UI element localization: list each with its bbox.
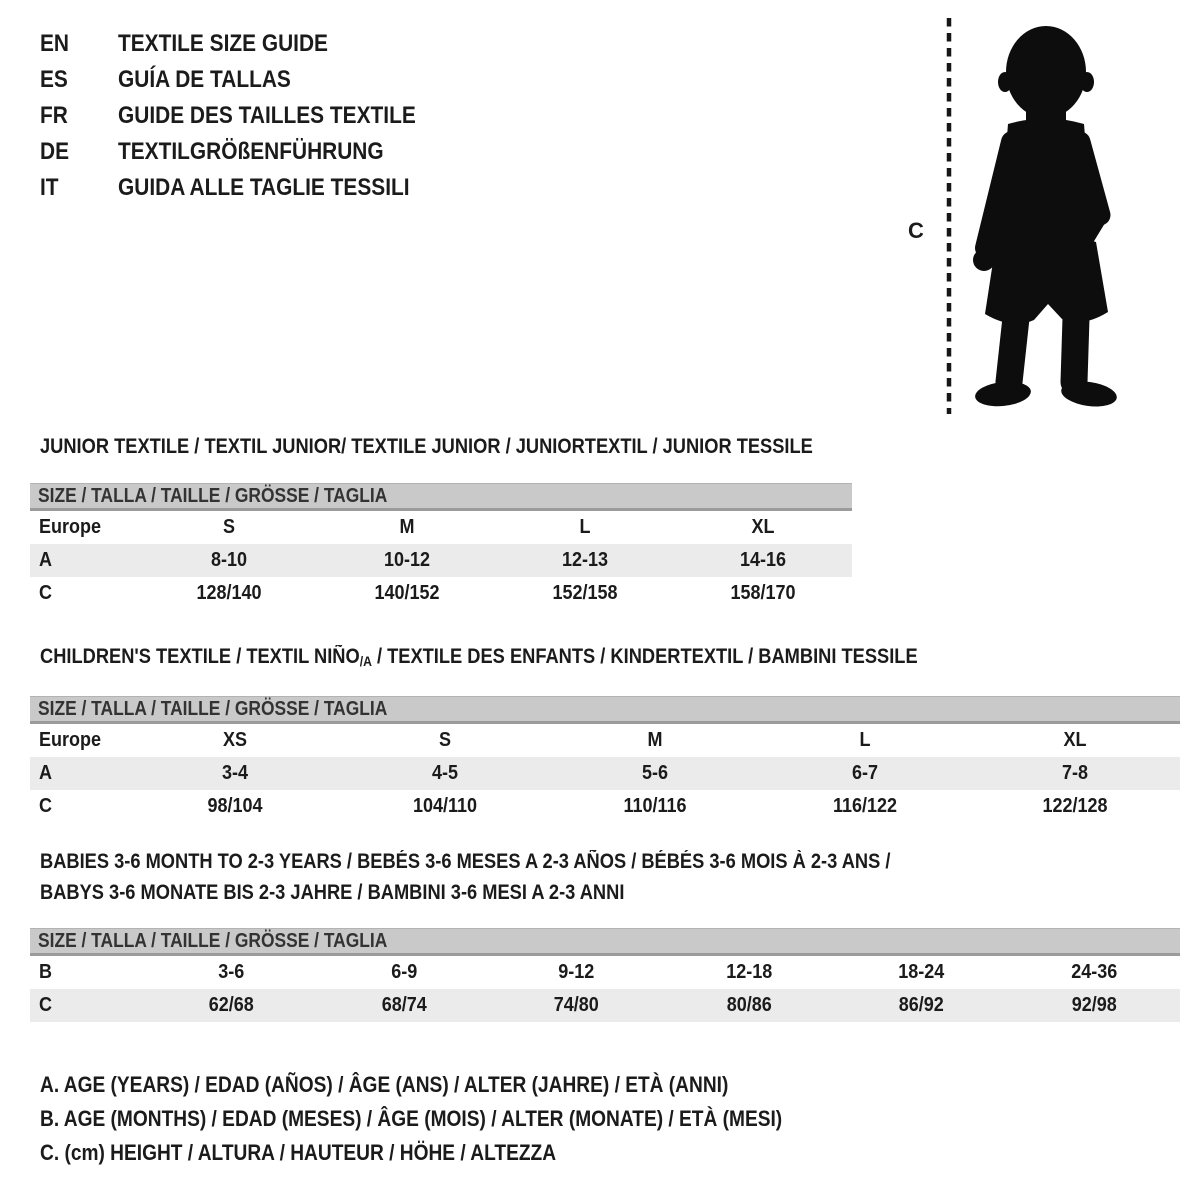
- section-title: [40, 846, 1180, 877]
- table-cell: 6-7: [851, 762, 879, 784]
- table-cell: 74/80: [553, 994, 599, 1016]
- table-cell: L: [579, 516, 591, 538]
- table-cell: 68/74: [381, 994, 427, 1016]
- section-children-textile: [30, 642, 1180, 823]
- section-title: [40, 642, 1180, 676]
- table-row: [30, 544, 852, 577]
- legend-item: [40, 1068, 893, 1102]
- row-label: C: [39, 582, 53, 604]
- language-row: [40, 134, 460, 170]
- table-cell: 110/116: [623, 795, 687, 817]
- table-cell: 140/152: [374, 582, 440, 604]
- table-row: [30, 724, 1180, 757]
- row-label: C: [39, 994, 53, 1016]
- table-row: [30, 956, 1180, 989]
- table-cell: M: [399, 516, 415, 538]
- table-cell: XS: [222, 729, 248, 751]
- size-header-text: SIZE / TALLA / TAILLE / GRÖSSE / TAGLIA: [38, 929, 388, 952]
- table-cell: XL: [1063, 729, 1087, 751]
- row-label: C: [39, 795, 53, 817]
- language-code: [40, 138, 118, 166]
- language-list: [40, 26, 460, 206]
- language-label-text: TEXTILE SIZE GUIDE: [118, 30, 328, 57]
- language-code-text: EN: [40, 30, 70, 57]
- size-header-bar: [30, 928, 1180, 956]
- row-label: B: [39, 961, 53, 983]
- table-cell: L: [859, 729, 871, 751]
- table-cell: 158/170: [730, 582, 796, 604]
- language-code-text: FR: [40, 102, 68, 129]
- language-label: [118, 66, 460, 94]
- table-cell: 6-9: [390, 961, 417, 983]
- language-code-text: ES: [40, 66, 68, 93]
- section-title-text: BABYS 3-6 MONATE BIS 2-3 JAHRE / BAMBINI 3-6 MESI A 2-3 ANNI: [40, 881, 625, 904]
- language-code: [40, 66, 118, 94]
- row-label: A: [39, 762, 53, 784]
- table-cell: 98/104: [207, 795, 263, 817]
- table-cell: 4-5: [431, 762, 459, 784]
- table-row: [30, 790, 1180, 823]
- table-cell: 12-13: [561, 549, 609, 571]
- table-cell: 62/68: [208, 994, 254, 1016]
- table-cell: 80/86: [726, 994, 772, 1016]
- section-junior-textile: [30, 432, 852, 610]
- babies-size-table: [30, 928, 1180, 1022]
- legend-item-text: B. AGE (MONTHS) / EDAD (MESES) / ÂGE (MOIS) / ALTER (MONATE) / ETÀ (MESI): [40, 1106, 783, 1131]
- section-title: [40, 877, 1180, 908]
- table-cell: 3-6: [218, 961, 245, 983]
- table-cell: 116/122: [832, 795, 898, 817]
- toddler-silhouette-icon: [958, 20, 1138, 414]
- table-cell: 92/98: [1071, 994, 1117, 1016]
- size-header-text: SIZE / TALLA / TAILLE / GRÖSSE / TAGLIA: [38, 697, 388, 720]
- language-row: [40, 170, 460, 206]
- table-cell: 12-18: [725, 961, 772, 983]
- language-row: [40, 26, 460, 62]
- title-part: / TEXTILE DES ENFANTS / KINDERTEXTIL / BAMBINI TESSILE: [371, 645, 918, 668]
- row-label: Europe: [39, 516, 102, 538]
- table-row: [30, 577, 852, 610]
- size-header-bar: [30, 696, 1180, 724]
- section-title-text: BABIES 3-6 MONTH TO 2-3 YEARS / BEBÉS 3-6 MESES A 2-3 AÑOS / BÉBÉS 3-6 MOIS À 2-3 ANS /: [40, 850, 891, 873]
- language-code-text: IT: [40, 174, 59, 201]
- legend-item-text: C. (cm) HEIGHT / ALTURA / HAUTEUR / HÖHE / ALTEZZA: [40, 1140, 557, 1165]
- language-label-text: TEXTILGRÖßENFÜHRUNG: [118, 138, 384, 165]
- section-title-text: [40, 642, 918, 676]
- legend: [40, 1068, 893, 1170]
- table-cell: 86/92: [898, 994, 944, 1016]
- table-cell: 104/110: [412, 795, 478, 817]
- section-babies-textile: [30, 846, 1180, 1022]
- table-row: [30, 511, 852, 544]
- language-label: [118, 174, 460, 202]
- table-cell: 9-12: [558, 961, 595, 983]
- table-cell: 152/158: [552, 582, 618, 604]
- language-code: [40, 174, 118, 202]
- legend-item: [40, 1102, 893, 1136]
- table-cell: 8-10: [210, 549, 248, 571]
- language-label: [118, 138, 460, 166]
- language-code-text: DE: [40, 138, 70, 165]
- legend-item-text: A. AGE (YEARS) / EDAD (AÑOS) / ÂGE (ANS) / ALTER (JAHRE) / ETÀ (ANNI): [40, 1072, 729, 1097]
- language-label: [118, 30, 460, 58]
- table-cell: 14-16: [739, 549, 787, 571]
- table-cell: 128/140: [196, 582, 262, 604]
- table-cell: 7-8: [1061, 762, 1089, 784]
- table-cell: 10-12: [383, 549, 431, 571]
- language-row: [40, 62, 460, 98]
- legend-item: [40, 1136, 893, 1170]
- table-cell: 3-4: [221, 762, 249, 784]
- height-measure-label: C: [908, 218, 924, 243]
- section-title-text: JUNIOR TEXTILE / TEXTIL JUNIOR/ TEXTILE JUNIOR / JUNIORTEXTIL / JUNIOR TESSILE: [40, 435, 813, 458]
- language-code: [40, 30, 118, 58]
- table-cell: M: [647, 729, 663, 751]
- row-label: Europe: [39, 729, 102, 751]
- table-cell: 122/128: [1042, 795, 1108, 817]
- title-part-subscript: /A: [359, 653, 372, 669]
- title-part: CHILDREN'S TEXTILE / TEXTIL NIÑO: [40, 645, 360, 668]
- table-cell: S: [438, 729, 452, 751]
- table-cell: 5-6: [641, 762, 669, 784]
- language-row: [40, 98, 460, 134]
- row-label: A: [39, 549, 53, 571]
- junior-size-table: [30, 483, 852, 610]
- language-code: [40, 102, 118, 130]
- table-cell: 24-36: [1070, 961, 1117, 983]
- language-label-text: GUIDE DES TAILLES TEXTILE: [118, 102, 416, 129]
- size-header-text: SIZE / TALLA / TAILLE / GRÖSSE / TAGLIA: [38, 484, 388, 507]
- children-size-table: [30, 696, 1180, 823]
- size-header-bar: [30, 483, 852, 511]
- section-title: [40, 432, 852, 462]
- table-row: [30, 757, 1180, 790]
- height-dashed-line-icon: [944, 16, 954, 416]
- table-cell: XL: [751, 516, 775, 538]
- table-cell: S: [222, 516, 236, 538]
- table-row: [30, 989, 1180, 1022]
- language-label: [118, 102, 460, 130]
- table-cell: 18-24: [898, 961, 945, 983]
- language-label-text: GUÍA DE TALLAS: [118, 66, 291, 93]
- language-label-text: GUIDA ALLE TAGLIE TESSILI: [118, 174, 410, 201]
